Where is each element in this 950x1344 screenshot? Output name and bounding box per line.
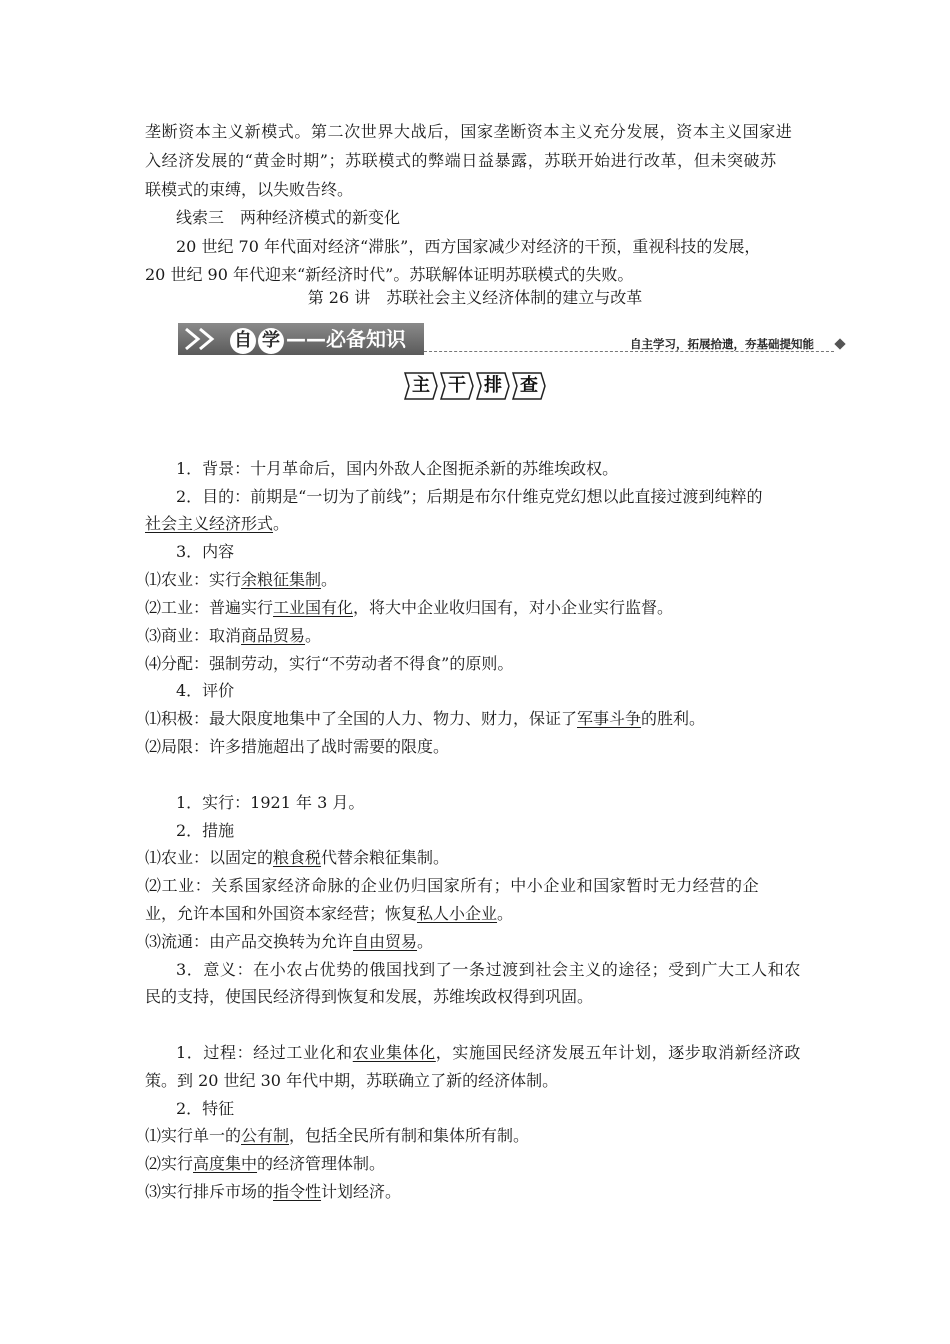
text-run: 的胜利。 [641,709,706,728]
list-item: ⑵工业：关系国家经济命脉的企业仍归国家所有；中小企业和国家暂时无力经营的企 [145,876,760,895]
list-item [145,626,815,646]
text-run: 业，允许本国和外国资本家经营；恢复 [145,904,418,923]
list-heading: 3．内容 [176,542,235,561]
key-term: 私人小企业 [417,904,498,923]
intro-paragraph-line: 垄断资本主义新模式。第二次世界大战后，国家垄断资本主义充分发展，资本主义国家进 [145,122,793,141]
list-item [145,848,815,868]
key-term: 工业国有化 [273,598,354,617]
intro-paragraph-line: 入经济发展的“黄金时期”；苏联模式的弊端日益暴露，苏联开始进行改革，但未突破苏 [145,151,777,170]
text-run: ，实施国民经济发展五年计划，逐步取消新经济政 [435,1043,801,1062]
text-run: ，包括全民所有制和集体所有制。 [289,1126,530,1145]
double-chevron-icon [184,327,224,351]
text-run: 。 [305,626,322,645]
intro-paragraph-line: 联模式的束缚，以失败告终。 [145,180,354,199]
text-run: ⑴农业：以固定的 [145,848,274,867]
key-term: 商品贸易 [241,626,306,645]
text-run: 的经济管理体制。 [257,1154,386,1173]
text-run: 1．过程：经过工业化和 [176,1043,353,1062]
list-item [145,1182,815,1202]
section-banner [178,323,848,355]
section-tag-text: 查 [520,375,538,396]
key-term: 粮食税 [273,848,322,867]
list-item [145,1126,815,1146]
text-run: ⑴实行单一的 [145,1126,242,1145]
list-heading: 2．措施 [176,821,235,840]
banner-char: 学 [258,328,284,354]
key-term: 指令性 [273,1182,322,1201]
intro-paragraph-line: 20 世纪 70 年代面对经济“滞胀”，西方国家减少对经济的干预，重视科技的发展， [176,237,761,256]
list-item: ⑵局限：许多措施超出了战时需要的限度。 [145,737,450,756]
text-run: 代替余粮征集制。 [321,848,450,867]
list-item [145,1154,815,1174]
section-tag-group [404,372,548,400]
list-heading: 4．评价 [176,681,235,700]
text-run: ，将大中企业收归国有，对小企业实行监督。 [353,598,674,617]
list-item: 1．实行：1921 年 3 月。 [176,793,365,812]
list-item: 2．目的：前期是“一切为了前线”；后期是布尔什维克党幻想以此直接过渡到纯粹的 [176,487,763,506]
list-item-continuation [145,904,815,924]
text-run: ⑶商业：取消 [145,626,242,645]
text-run: ⑶流通：由产品交换转为允许 [145,932,354,951]
text-run: 。 [497,904,514,923]
clue-heading: 线索三 两种经济模式的新变化 [176,208,401,227]
section-tag [476,372,510,400]
lecture-title: 第 26 讲 苏联社会主义经济体制的建立与改革 [307,288,643,307]
section-tag [404,372,438,400]
list-item: 3．意义：在小农占优势的俄国找到了一条过渡到社会主义的途径；受到广大工人和农 [176,960,801,979]
list-item [145,570,815,590]
key-term: 自由贸易 [353,932,418,951]
banner-slogan: 自主学习，拓展拾遗，夯基础提知能 [630,337,814,351]
text-run: 。 [417,932,434,951]
list-item-continuation: 策。到 20 世纪 30 年代中期，苏联确立了新的经济体制。 [145,1071,559,1090]
text-run: ⑴农业：实行 [145,570,242,589]
list-item-continuation [145,514,815,534]
key-term: 社会主义经济形式 [145,514,274,533]
list-item [176,1043,846,1063]
text-run: ⑴积极：最大限度地集中了全国的人力、物力、财力，保证了 [145,709,578,728]
banner-char: 自 [230,328,256,354]
text-run: ⑵工业：普遍实行 [145,598,274,617]
intro-paragraph-line: 20 世纪 90 年代迎来“新经济时代”。苏联解体证明苏联模式的失败。 [145,265,634,284]
key-term: 公有制 [241,1126,290,1145]
list-item [145,709,815,729]
list-heading: 2．特征 [176,1099,235,1118]
list-item [145,932,815,952]
key-term: 军事斗争 [577,709,642,728]
list-item: 1．背景：十月革命后，国内外敌人企图扼杀新的苏维埃政权。 [176,459,619,478]
section-tag [440,372,474,400]
text-run: 。 [273,514,290,533]
section-tag-text: 干 [448,375,466,396]
text-run: ⑶实行排斥市场的 [145,1182,274,1201]
section-tag-text: 主 [412,375,430,396]
list-item [145,598,815,618]
key-term: 农业集体化 [352,1043,436,1062]
banner-title-rest: ——必备知识 [286,327,406,351]
banner-label-box [178,323,424,355]
section-tag [512,372,546,400]
banner-title [230,323,406,355]
section-tag-text: 排 [484,375,502,396]
list-item: ⑷分配：强制劳动，实行“不劳动者不得食”的原则。 [145,654,514,673]
text-run: ⑵实行 [145,1154,194,1173]
key-term: 高度集中 [193,1154,258,1173]
text-run: 计划经济。 [321,1182,402,1201]
diamond-icon [834,338,845,349]
key-term: 余粮征集制 [241,570,322,589]
text-run: 。 [321,570,338,589]
list-item-continuation: 民的支持，使国民经济得到恢复和发展，苏维埃政权得到巩固。 [145,987,594,1006]
